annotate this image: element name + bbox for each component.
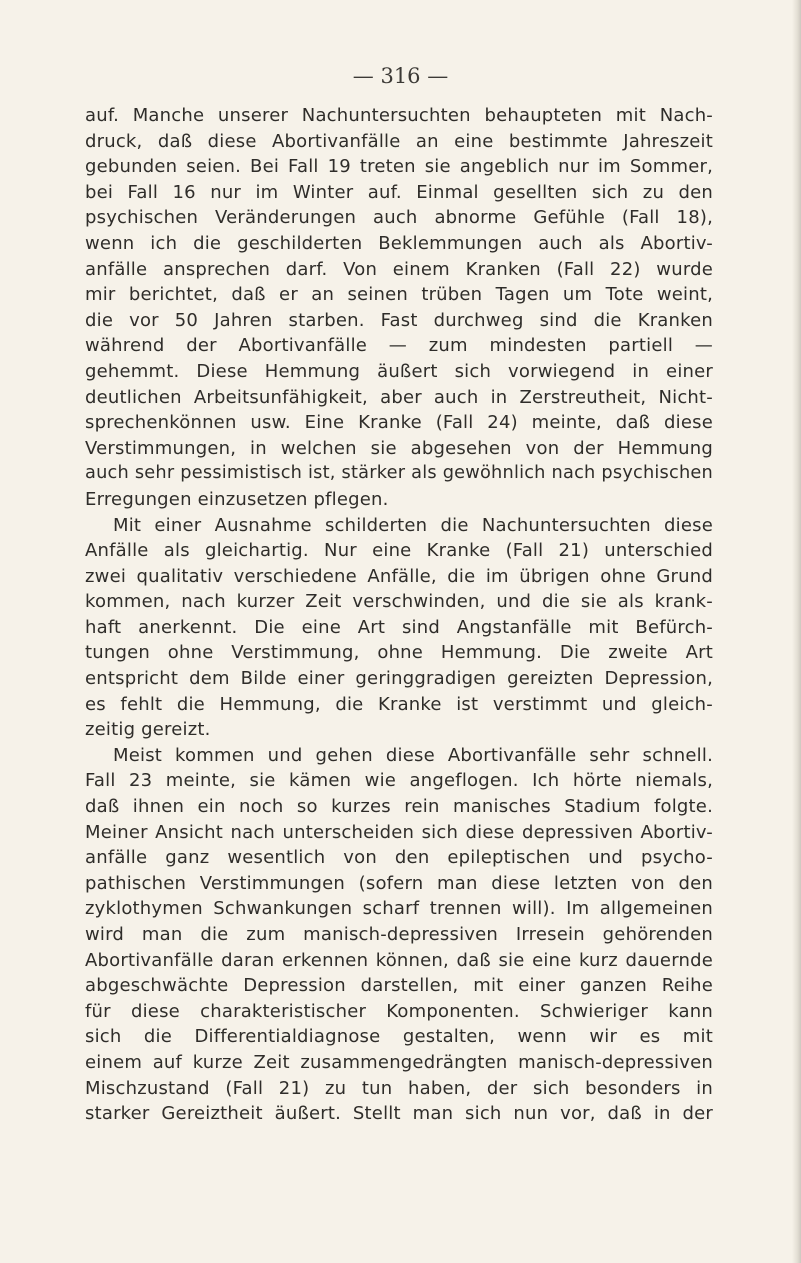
text-line: Mischzustand (Fall 21) zu tun haben, der sich besonders in [85, 1077, 713, 1099]
text-line: starker Gereiztheit äußert. Stellt man sich nun vor, daß in der [85, 1103, 713, 1125]
text-line: Anfälle als gleichartig. Nur eine Kranke (Fall 21) unterschied [85, 540, 713, 562]
text-line: Erregungen einzusetzen pflegen. [85, 488, 389, 510]
text-line: kommen, nach kurzer Zeit verschwinden, und die sie als krank- [85, 591, 713, 613]
text-line: zeitig gereizt. [85, 719, 211, 741]
text-line: Fall 23 meinte, sie kämen wie angeflogen. Ich hörte niemals, [85, 770, 713, 792]
text-line: sich die Differentialdiagnose gestalten, wenn wir es mit [85, 1026, 713, 1048]
page-edge-shadow [792, 0, 801, 1263]
text-line: anfälle ansprechen darf. Von einem Kranken (Fall 22) wurde [85, 258, 713, 280]
text-line: bei Fall 16 nur im Winter auf. Einmal gesellten sich zu den [85, 181, 713, 203]
text-line: die vor 50 Jahren starben. Fast durchweg sind die Kranken [85, 309, 713, 331]
text-line: es fehlt die Hemmung, die Kranke ist verstimmt und gleich- [85, 693, 713, 715]
text-line: tungen ohne Verstimmung, ohne Hemmung. Die zweite Art [85, 642, 713, 664]
text-line: während der Abortivanfälle — zum mindesten partiell — [85, 335, 713, 357]
text-line: gebunden seien. Bei Fall 19 treten sie angeblich nur im Sommer, [85, 156, 713, 178]
text-line: zyklothymen Schwankungen scharf trennen will). Im allgemeinen [85, 898, 713, 920]
text-line: auf. Manche unserer Nachuntersuchten behaupteten mit Nach- [85, 105, 713, 126]
text-line: deutlichen Arbeitsunfähigkeit, aber auch in Zerstreutheit, Nicht- [85, 386, 713, 408]
text-line: Verstimmungen, in welchen sie abgesehen von der Hemmung [85, 437, 713, 459]
text-line: druck, daß diese Abortivanfälle an eine bestimmte Jahreszeit [85, 130, 713, 152]
text-line: daß ihnen ein noch so kurzes rein manisches Stadium folgte. [85, 796, 713, 818]
text-line: auch sehr pessimistisch ist, stärker als gewöhnlich nach psychischen [85, 463, 713, 484]
text-line: wenn ich die geschilderten Beklemmungen auch als Abortiv- [85, 232, 713, 254]
text-line: Mit einer Ausnahme schilderten die Nachuntersuchten diese [113, 514, 713, 536]
text-line: pathischen Verstimmungen (sofern man diese letzten von den [85, 872, 713, 894]
text-line: zwei qualitativ verschiedene Anfälle, die im übrigen ohne Grund [85, 565, 713, 587]
text-line: abgeschwächte Depression darstellen, mit einer ganzen Reihe [85, 975, 713, 997]
text-line: gehemmt. Diese Hemmung äußert sich vorwiegend in einer [85, 360, 713, 382]
text-line: sprechenkönnen usw. Eine Kranke (Fall 24) meinte, daß diese [85, 412, 713, 434]
text-line: psychischen Veränderungen auch abnorme Gefühle (Fall 18), [85, 207, 713, 229]
text-line: wird man die zum manisch-depressiven Irresein gehörenden [85, 924, 713, 945]
text-line: entspricht dem Bilde einer geringgradigen gereizten Depression, [85, 668, 713, 690]
text-line: Meiner Ansicht nach unterscheiden sich diese depressiven Abortiv- [85, 821, 713, 843]
text-line: mir berichtet, daß er an seinen trüben Tagen um Tote weint, [85, 284, 713, 306]
text-line: haft anerkennt. Die eine Art sind Angstanfälle mit Befürch- [85, 616, 713, 638]
page-number: — 316 — [352, 64, 449, 88]
text-line: Meist kommen und gehen diese Abortivanfälle sehr schnell. [113, 744, 713, 766]
body-text [85, 103, 713, 1127]
text-line: für diese charakteristischer Komponenten. Schwieriger kann [85, 1000, 713, 1022]
text-line: anfälle ganz wesentlich von den epileptischen und psycho- [85, 847, 713, 869]
text-line: Abortivanfälle daran erkennen können, daß sie eine kurz dauernde [85, 949, 713, 971]
text-line: einem auf kurze Zeit zusammengedrängten manisch-depressiven [85, 1051, 713, 1073]
